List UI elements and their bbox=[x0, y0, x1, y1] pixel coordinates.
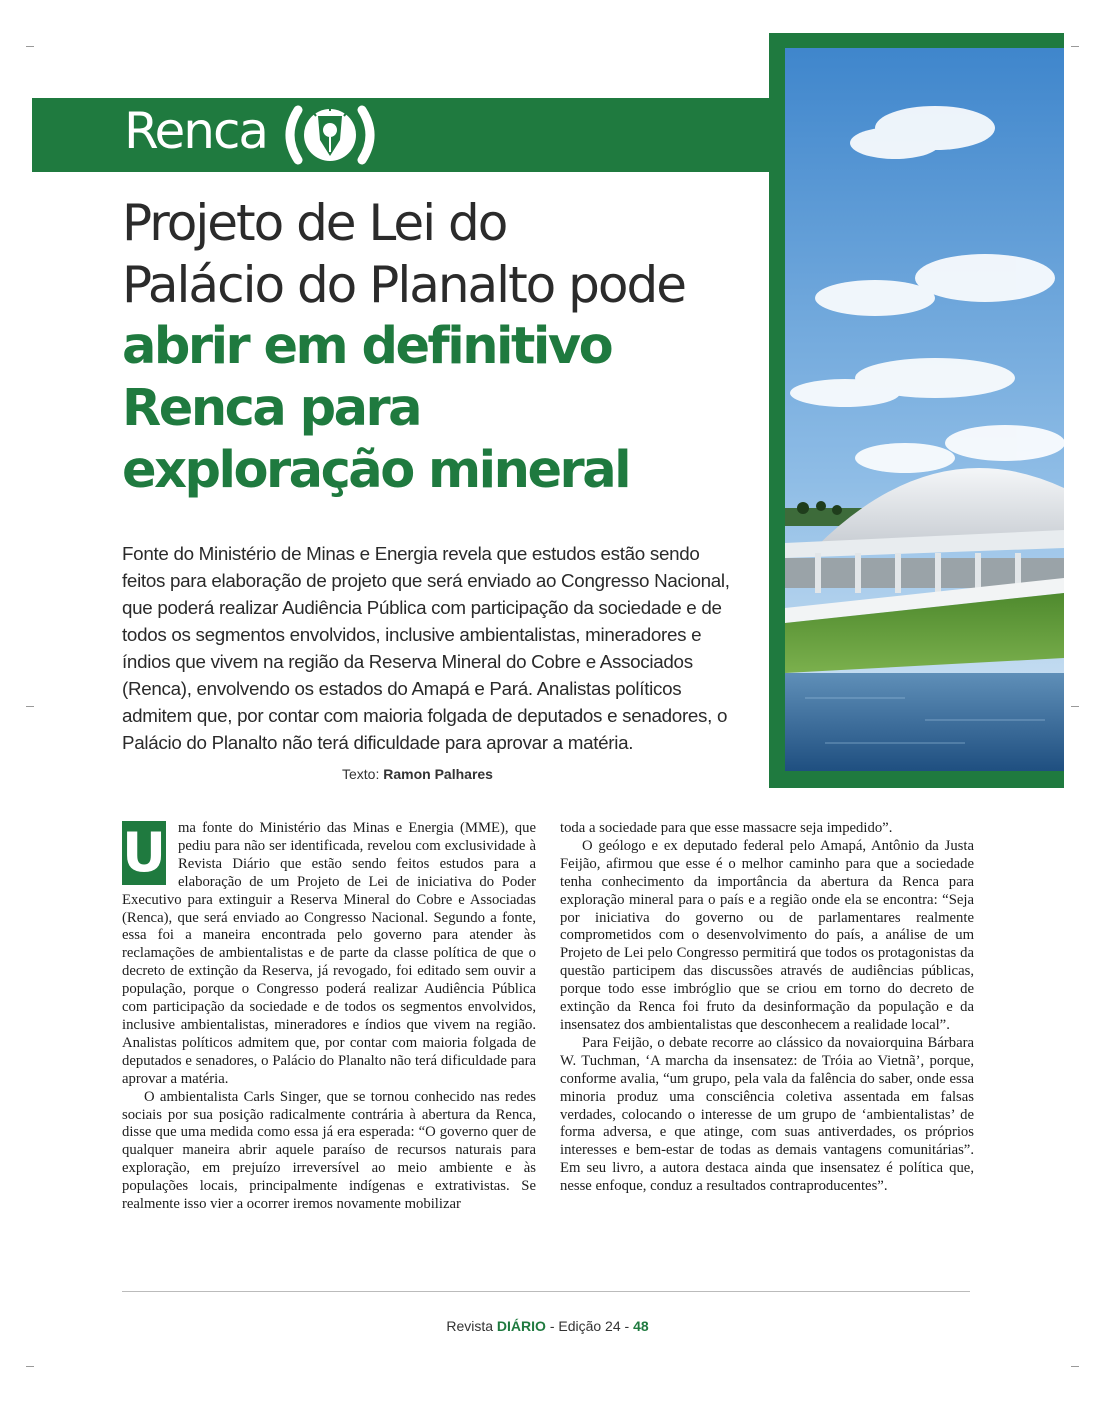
headline-emphasis-line: exploração mineral bbox=[122, 441, 630, 500]
body-column-left bbox=[122, 820, 536, 1214]
congress-photo bbox=[785, 48, 1064, 771]
lead-paragraph: Fonte do Ministério de Minas e Energia revela que estudos estão sendo feitos para elaboração de projeto que será enviado ao Congresso Nacional, que poderá realizar Audiência Pública com participação da sociedade e de todos os segmentos envolvidos, inclusive ambientalistas, mineradores e índios que vivem na região da Reserva Mineral do Cobre e Associados (Renca), envolvendo os estados do Amapá e Pará. Analistas políticos admitem que, por contar com maioria folgada de deputados e senadores, o Palácio do Planalto não terá dificuldade para aprovar a matéria. bbox=[122, 543, 730, 753]
crop-mark bbox=[1071, 706, 1079, 707]
headline-line: Palácio do Planalto pode bbox=[122, 256, 685, 314]
footer-brand: DIÁRIO bbox=[496, 1318, 546, 1334]
section-band bbox=[32, 98, 772, 172]
body-paragraph: toda a sociedade para que esse massacre seja impedido”. bbox=[560, 820, 893, 836]
body-column-right bbox=[560, 820, 974, 1196]
section-title: Renca bbox=[124, 102, 268, 160]
body-paragraph bbox=[122, 820, 536, 1089]
crop-mark bbox=[26, 706, 34, 707]
page-number: 48 bbox=[633, 1318, 649, 1334]
page-footer bbox=[0, 1318, 1095, 1334]
crop-mark bbox=[1071, 1366, 1079, 1367]
drop-cap: U bbox=[122, 821, 166, 884]
pen-nib-lightbulb-icon bbox=[270, 102, 390, 168]
congress-illustration bbox=[785, 48, 1064, 771]
byline-author: Ramon Palhares bbox=[383, 766, 493, 782]
footer-edition: - Edição 24 - bbox=[549, 1318, 630, 1334]
headline-emphasis-line: abrir em definitivo bbox=[122, 317, 612, 376]
byline bbox=[342, 766, 493, 782]
crop-mark bbox=[26, 1366, 34, 1367]
body-paragraph: O geólogo e ex deputado federal pelo Amapá, Antônio da Justa Feijão, afirmou que esse é o melhor caminho para que a sociedade tenha conhecimento da importância da abertura da Renca para exploração mineral para o país e a região onde ela se encontra: “Seja por iniciativa do governo ou de parlamentares realmente comprometidos com o desenvolvimento do país, a análise de um Projeto de Lei pelo Congresso permitirá que todos os protagonistas da questão participem das discussões através de audiências públicas, porque todo esse imbróglio que se criou em torno do decreto de extinção da Renca foi fruto da desinformação da população e da insensatez dos ambientalistas que desconhecem a realidade local”. bbox=[560, 837, 974, 1033]
footer-rule bbox=[122, 1291, 970, 1292]
headline-line: Projeto de Lei do bbox=[122, 194, 507, 252]
footer-prefix: Revista bbox=[446, 1318, 494, 1334]
body-paragraph-text: ma fonte do Ministério das Minas e Energia (MME), que pediu para não ser identificada, revelou com exclusividade à Revista Diário que estão sendo feitos estudos para a elaboração de um Projeto de Lei de iniciativa do Poder Executivo para extinguir a Reserva Mineral do Cobre e Associadas (Renca), que será enviado ao Congresso Nacional. Segundo a fonte, essa foi a maneira encontrada pelo governo para atender às reclamações de ambientalistas e de parte da classe política de que o decreto de extinção da Reserva, já revogado, foi editado sem ouvir a população, porque o Congresso poderá realizar Audiência Pública com participação da sociedade e de todos os segmentos envolvidos, inclusive ambientalistas, mineradores e índios que vivem na região. Analistas políticos admitem que, por contar com maioria folgada de deputados e senadores, o Palácio do Planalto não terá dificuldade para aprovar a matéria. bbox=[122, 820, 536, 1087]
body-paragraph: Para Feijão, o debate recorre ao clássico da novaiorquina Bárbara W. Tuchman, ‘A marcha da insensatez: de Tróia ao Vietnã’, porque, conforme avalia, “um grupo, pela vala da falência do saber, onde essa minoria produz uma consciência coletiva assentada em falsas verdades, colocando o interesse de um grupo de ‘ambientalistas’ de forma adversa, e que atinge, com suas antiverdades, os próprios interesses e bem-estar de todas as demais vantagens comunitárias”. Em seu livro, a autora destaca ainda que insensatez é política que, nesse enfoque, conduz a resultados contraproducentes”. bbox=[560, 1034, 974, 1195]
crop-mark bbox=[1071, 46, 1079, 47]
body-paragraph: O ambientalista Carls Singer, que se tornou conhecido nas redes sociais por sua posição radicalmente contrária à abertura da Renca, disse que uma medida como essa já era esperada: “O governo quer de qualquer maneira abrir aquele paraíso de recursos naturais para exploração, em prejuízo irreversível ao meio ambiente e às populações locais, principalmente indígenas e extrativistas. Se realmente isso vier a ocorrer iremos novamente mobilizar bbox=[122, 1088, 536, 1213]
headline-emphasis-line: Renca para bbox=[122, 379, 421, 438]
crop-mark bbox=[26, 46, 34, 47]
headline bbox=[122, 192, 762, 502]
byline-label: Texto: bbox=[342, 766, 380, 782]
